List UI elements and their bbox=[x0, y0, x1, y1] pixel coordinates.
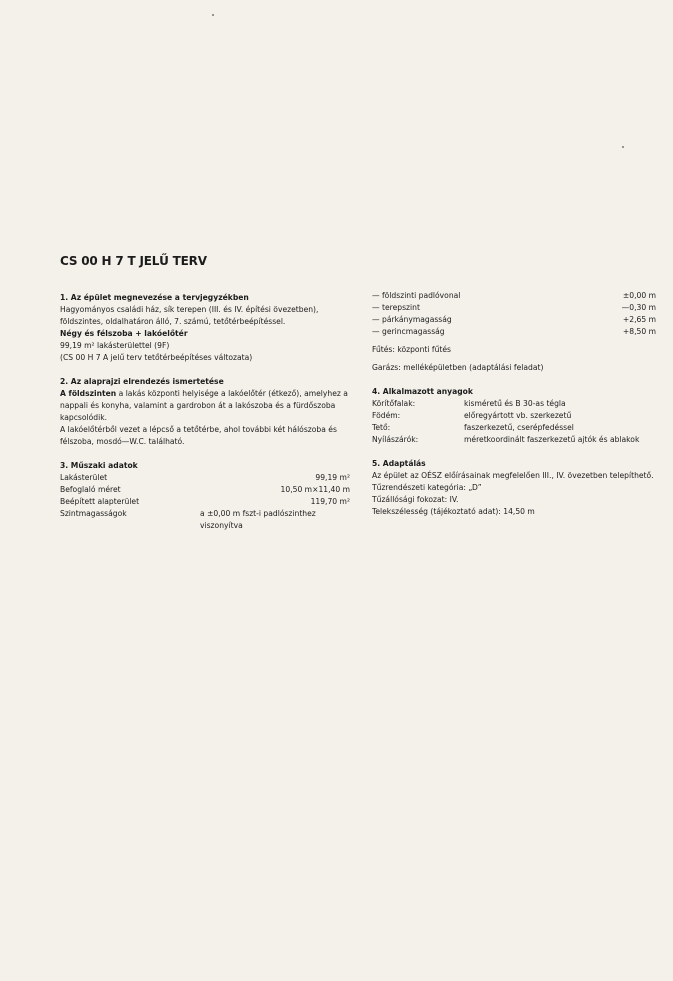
section-1-rooms: Négy és félszoba + lakóelőtér bbox=[60, 329, 188, 338]
material-row bbox=[372, 434, 656, 446]
document-title: CS 00 H 7 T JELŰ TERV bbox=[60, 254, 207, 268]
level-value: —0,30 m bbox=[621, 303, 656, 312]
section-4 bbox=[372, 386, 656, 446]
scan-speck bbox=[622, 146, 624, 148]
section-5-body: Az épület az OÉSZ előírásainak megfelelően III., IV. övezetben telepíthető. bbox=[372, 471, 654, 480]
left-column bbox=[60, 292, 350, 544]
material-row bbox=[372, 398, 656, 410]
section-1-note: (CS 00 H 7 A jelű terv tetőtérbeépítéses változata) bbox=[60, 353, 253, 362]
garage-label: Garázs: bbox=[372, 363, 401, 372]
section-2-paragraph-1 bbox=[60, 388, 350, 424]
material-row bbox=[372, 410, 656, 422]
material-value: kisméretű és B 30-as tégla bbox=[464, 399, 566, 408]
garage-value: melléképületben (adaptálási feladat) bbox=[400, 363, 544, 372]
heating-label: Fűtés: bbox=[372, 345, 395, 354]
fire-resistance-line bbox=[372, 494, 656, 506]
tech-label: Beépített alapterület bbox=[60, 497, 140, 506]
tech-value: 99,19 m² bbox=[315, 473, 350, 482]
section-1-body: Hagyományos családi ház, sík terepen (III. és IV. építési övezetben), földszintes, oldalhatáron álló, 7. számú, tetőtérbeépítéssel. bbox=[60, 305, 319, 326]
level-row bbox=[372, 326, 656, 338]
tech-row bbox=[60, 484, 350, 496]
heating-value: központi fűtés bbox=[394, 345, 451, 354]
section-1 bbox=[60, 292, 350, 364]
scan-speck bbox=[212, 14, 214, 16]
material-label: Körítőfalak: bbox=[372, 399, 416, 408]
material-value: méretkoordinált faszerkezetű ajtók és ablakok bbox=[464, 435, 640, 444]
section-2-ground-floor-label: A földszinten bbox=[60, 389, 117, 398]
level-label: — párkánymagasság bbox=[372, 315, 452, 324]
tech-value: 119,70 m² bbox=[310, 497, 350, 506]
section-5 bbox=[372, 458, 656, 518]
section-2 bbox=[60, 376, 350, 448]
section-4-heading: 4. Alkalmazott anyagok bbox=[372, 387, 473, 396]
tech-value: a ±0,00 m fszt-i padlószinthez viszonyítva bbox=[200, 509, 316, 530]
levels-list bbox=[372, 290, 656, 338]
fire-category-label: Tűzrendészeti kategória: bbox=[372, 483, 466, 492]
section-1-heading: 1. Az épület megnevezése a tervjegyzékben bbox=[60, 293, 249, 302]
fire-resistance-value: IV. bbox=[447, 495, 459, 504]
section-3-heading: 3. Műszaki adatok bbox=[60, 461, 138, 470]
plot-width-value: 14,50 m bbox=[500, 507, 535, 516]
section-2-heading: 2. Az alaprajzi elrendezés ismertetése bbox=[60, 377, 224, 386]
material-label: Födém: bbox=[372, 411, 401, 420]
level-label: — földszinti padlóvonal bbox=[372, 291, 461, 300]
tech-label: Szintmagasságok bbox=[60, 509, 127, 518]
right-column bbox=[372, 290, 656, 530]
level-label: — terepszint bbox=[372, 303, 420, 312]
garage-line bbox=[372, 362, 656, 374]
plot-width-line bbox=[372, 506, 656, 518]
plot-width-label: Telekszélesség (tájékoztató adat): bbox=[372, 507, 501, 516]
tech-row bbox=[60, 496, 350, 508]
section-1-area: 99,19 m² lakásterülettel (9F) bbox=[60, 341, 170, 350]
section-5-heading: 5. Adaptálás bbox=[372, 459, 426, 468]
material-value: faszerkezetű, cserépfedéssel bbox=[464, 423, 574, 432]
material-row bbox=[372, 422, 656, 434]
fire-category-line bbox=[372, 482, 656, 494]
tech-row-heights bbox=[60, 508, 350, 532]
level-value: +2,65 m bbox=[622, 315, 656, 324]
level-row bbox=[372, 314, 656, 326]
level-row bbox=[372, 302, 656, 314]
fire-category-value: „D” bbox=[465, 483, 482, 492]
level-label: — gerincmagasság bbox=[372, 327, 445, 336]
tech-value: 10,50 m×11,40 m bbox=[280, 485, 350, 494]
material-label: Tető: bbox=[372, 423, 391, 432]
section-2-paragraph-1-text: a lakás központi helyisége a lakóelőtér (étkező), amelyhez a nappali és konyha, valamint a gardrobon át a lakószoba és a fürdőszoba kapcsolódik. bbox=[60, 389, 348, 422]
section-3 bbox=[60, 460, 350, 532]
level-row bbox=[372, 290, 656, 302]
level-value: ±0,00 m bbox=[622, 291, 656, 300]
material-value: előregyártott vb. szerkezetű bbox=[464, 411, 572, 420]
level-value: +8,50 m bbox=[622, 327, 656, 336]
material-label: Nyílászárók: bbox=[372, 435, 419, 444]
heating-line bbox=[372, 344, 656, 356]
tech-label: Befoglaló méret bbox=[60, 485, 121, 494]
tech-row bbox=[60, 472, 350, 484]
fire-resistance-label: Tűzállósági fokozat: bbox=[372, 495, 448, 504]
section-2-paragraph-2: A lakóelőtérből vezet a lépcső a tetőtérbe, ahol további két hálószoba és félszoba, mosdó—W.C. található. bbox=[60, 425, 337, 446]
tech-label: Lakásterület bbox=[60, 473, 108, 482]
